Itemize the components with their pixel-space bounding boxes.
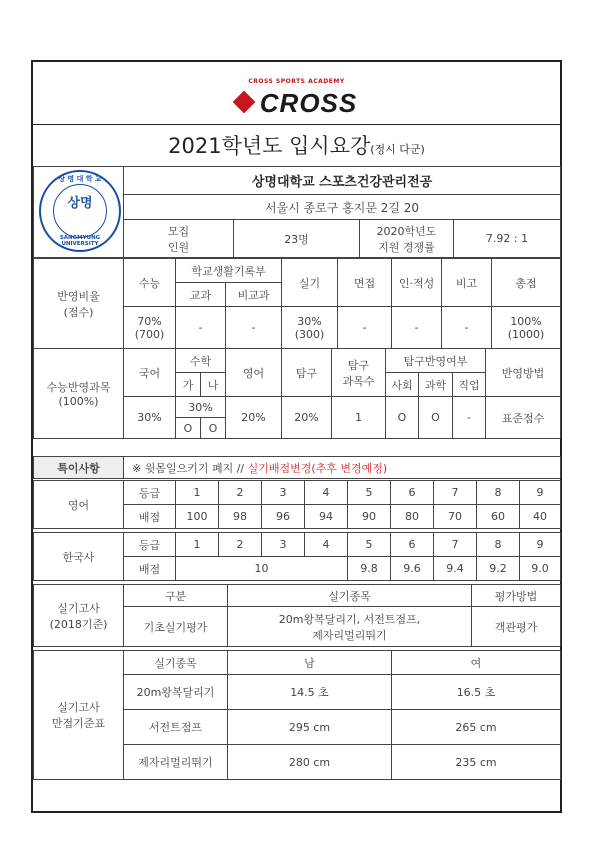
practical-label: 실기고사 (2018기준) [34, 585, 124, 647]
subj-value-english: 20% [226, 397, 282, 439]
standards-female: 265 cm [392, 710, 561, 745]
subj-value-math: 30% [176, 397, 226, 418]
kh-grade-label: 등급 [124, 533, 176, 557]
subj-inquiry: 탐구 [282, 349, 332, 397]
english-table [33, 480, 561, 529]
subj-value-method: 표준점수 [486, 397, 561, 439]
standards-item: 20m왕복달리기 [124, 675, 228, 710]
standards-female: 16.5 초 [392, 675, 561, 710]
kh-score: 9.8 [348, 557, 391, 581]
page-title [33, 124, 560, 167]
standards-col-item: 실기종목 [124, 651, 228, 675]
seal-top-text: 상 명 대 학 교 [58, 175, 102, 183]
ratio-interview: 면접 [338, 259, 392, 307]
diamond-icon [232, 91, 255, 114]
kh-score: 9.4 [434, 557, 477, 581]
subj-value-math-ga: O [176, 418, 201, 439]
standards-col-male: 남 [228, 651, 392, 675]
english-label: 영어 [34, 481, 124, 529]
title-main: 2021학년도 입시요강 [168, 134, 371, 158]
english-grade: 8 [477, 481, 520, 505]
ratio-subject: 교과 [176, 283, 226, 307]
english-grade: 6 [391, 481, 434, 505]
seal-center-text: 상명 [67, 196, 93, 211]
kh-grade: 7 [434, 533, 477, 557]
subj-inquiry-count: 탐구 과목수 [332, 349, 386, 397]
subj-value-social: O [386, 397, 419, 439]
kh-label: 한국사 [34, 533, 124, 581]
english-score: 70 [434, 505, 477, 529]
subj-korean: 국어 [124, 349, 176, 397]
ratio-value-aptitude: - [392, 307, 442, 349]
subj-value-math-na: O [201, 418, 226, 439]
notes-text-red: 실기배점변경(추후 변경예정) [247, 461, 388, 475]
subj-inquiry-reflect: 탐구반영여부 [386, 349, 486, 373]
ratio-total: 총점 [492, 259, 561, 307]
competition-value: 7.92 : 1 [454, 220, 561, 258]
english-score-label: 배점 [124, 505, 176, 529]
standards-item: 제자리멀리뛰기 [124, 745, 228, 780]
standards-male: 295 cm [228, 710, 392, 745]
kh-score-label: 배점 [124, 557, 176, 581]
kh-score: 9.6 [391, 557, 434, 581]
brand-tagline: CROSS SPORTS ACADEMY [248, 78, 345, 85]
english-grade: 5 [348, 481, 391, 505]
kh-grade: 2 [219, 533, 262, 557]
admission-sheet [31, 60, 562, 813]
english-grade: 1 [176, 481, 219, 505]
english-score: 60 [477, 505, 520, 529]
kh-grade: 8 [477, 533, 520, 557]
kh-grade: 1 [176, 533, 219, 557]
notes-text [124, 457, 561, 479]
suneung-table [33, 348, 561, 439]
subj-value-inquiry: 20% [282, 397, 332, 439]
notes-label: 특이사항 [34, 457, 124, 479]
subj-math-ga: 가 [176, 373, 201, 397]
english-grade: 3 [262, 481, 305, 505]
english-score: 96 [262, 505, 305, 529]
ratio-value-nonsubject: - [226, 307, 282, 349]
ratio-value-subject: - [176, 307, 226, 349]
brand-logo [33, 88, 560, 119]
ratio-value-suneung: 70% (700) [124, 307, 176, 349]
ratio-suneung: 수능 [124, 259, 176, 307]
brand-header [33, 62, 560, 125]
practical-col-method: 평가방법 [472, 585, 561, 607]
ratio-record: 학교생활기록부 [176, 259, 282, 283]
practical-col-type: 구분 [124, 585, 228, 607]
suneung-label: 수능반영과목 (100%) [34, 349, 124, 439]
subj-value-inquiry-count: 1 [332, 397, 386, 439]
ratio-practical: 실기 [282, 259, 338, 307]
standards-male: 14.5 초 [228, 675, 392, 710]
subj-math: 수학 [176, 349, 226, 373]
korean-history-table [33, 532, 561, 581]
subj-method: 반영방법 [486, 349, 561, 397]
ratio-value-total: 100% (1000) [492, 307, 561, 349]
kh-grade: 5 [348, 533, 391, 557]
practical-type: 기초실기평가 [124, 607, 228, 647]
school-address: 서울시 종로구 홍지문 2길 20 [124, 195, 561, 220]
subj-science: 과학 [419, 373, 453, 397]
english-grade: 7 [434, 481, 477, 505]
subj-vocational: 직업 [453, 373, 486, 397]
standards-col-female: 여 [392, 651, 561, 675]
standards-female: 235 cm [392, 745, 561, 780]
kh-score: 9.2 [477, 557, 520, 581]
english-score: 90 [348, 505, 391, 529]
kh-grade: 6 [391, 533, 434, 557]
english-score: 100 [176, 505, 219, 529]
kh-score-merged: 10 [176, 557, 348, 581]
subj-english: 영어 [226, 349, 282, 397]
brand-name: CROSS [259, 88, 358, 118]
seal-bottom-text: SANGMYUNG UNIVERSITY [59, 235, 101, 247]
kh-grade: 9 [520, 533, 561, 557]
practical-method: 객관평가 [472, 607, 561, 647]
subj-value-korean: 30% [124, 397, 176, 439]
subj-math-na: 나 [201, 373, 226, 397]
ratio-value-practical: 30% (300) [282, 307, 338, 349]
standards-table [33, 650, 561, 780]
seal-center [53, 184, 107, 238]
subj-value-science: O [419, 397, 453, 439]
subj-value-vocational: - [453, 397, 486, 439]
university-seal [39, 170, 121, 252]
practical-col-items: 실기종목 [228, 585, 472, 607]
kh-score: 9.0 [520, 557, 561, 581]
standards-item: 서전트점프 [124, 710, 228, 745]
notes-text-normal: ※ 윗몸일으키기 폐지 // [132, 461, 248, 475]
ratio-value-other: - [442, 307, 492, 349]
title-sub: (정시 다군) [370, 143, 425, 156]
english-score: 94 [305, 505, 348, 529]
ratio-table [33, 258, 561, 349]
ratio-value-interview: - [338, 307, 392, 349]
english-grade: 9 [520, 481, 561, 505]
english-grade-label: 등급 [124, 481, 176, 505]
ratio-aptitude: 인·적성 [392, 259, 442, 307]
english-grade: 4 [305, 481, 348, 505]
english-score: 98 [219, 505, 262, 529]
notes-table [33, 456, 561, 479]
ratio-other: 비고 [442, 259, 492, 307]
kh-grade: 3 [262, 533, 305, 557]
standards-label: 실기고사 만점기준표 [34, 651, 124, 780]
english-grade: 2 [219, 481, 262, 505]
ratio-nonsubject: 비교과 [226, 283, 282, 307]
quota-label: 모집 인원 [124, 220, 234, 258]
competition-label: 2020학년도 지원 경쟁률 [360, 220, 454, 258]
practical-items: 20m왕복달리기, 서전트점프, 제자리멀리뛰기 [228, 607, 472, 647]
english-score: 80 [391, 505, 434, 529]
standards-male: 280 cm [228, 745, 392, 780]
school-name: 상명대학교 스포츠건강관리전공 [124, 167, 561, 195]
ratio-label: 반영비율 (점수) [34, 259, 124, 349]
quota-value: 23명 [234, 220, 360, 258]
practical-table [33, 584, 561, 647]
subj-social: 사회 [386, 373, 419, 397]
kh-grade: 4 [305, 533, 348, 557]
english-score: 40 [520, 505, 561, 529]
